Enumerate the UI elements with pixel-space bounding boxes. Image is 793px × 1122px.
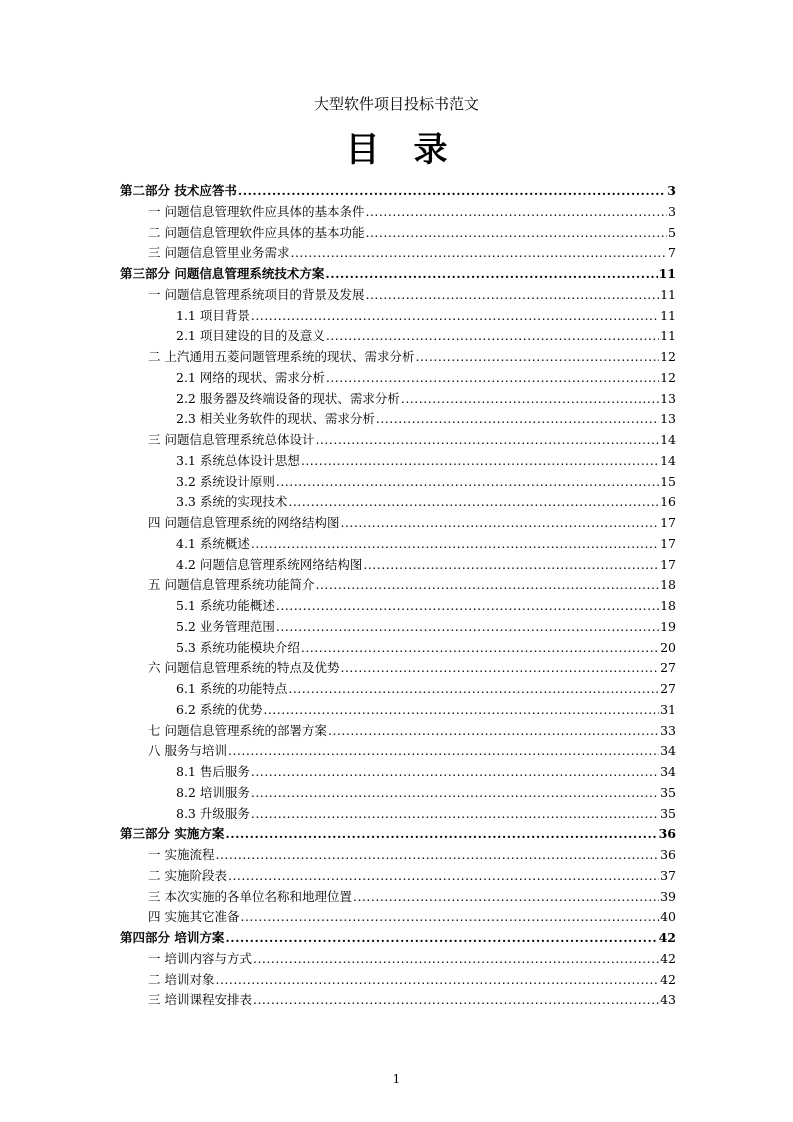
toc-entry-label: 一 实施流程 [148, 847, 215, 862]
toc-entry-page: 35 [660, 784, 676, 800]
toc-entry-label: 5.3 系统功能模块介绍 [176, 639, 300, 655]
toc-entry-page: 13 [660, 411, 676, 427]
document-title: 大型软件项目投标书范文 [313, 95, 479, 113]
toc-entry-page: 3 [667, 183, 676, 198]
toc-entry-label: 第二部分 技术应答书 [120, 183, 237, 198]
toc-entry-page: 20 [660, 639, 676, 655]
toc-dot-leader [288, 679, 659, 700]
toc-entry-page: 7 [668, 245, 676, 261]
toc-entry-label: 三 本次实施的各单位名称和地理位置 [148, 888, 352, 904]
toc-dot-leader [228, 741, 659, 762]
toc-entry[interactable] [120, 409, 676, 430]
toc-dot-leader [276, 472, 659, 493]
toc-entry-page: 27 [660, 660, 676, 676]
toc-entry-page: 18 [660, 577, 676, 593]
toc-entry-label: 第四部分 培训方案 [120, 930, 225, 945]
toc-entry-page: 5 [668, 224, 676, 240]
toc-entry-page: 12 [660, 349, 676, 364]
toc-entry-page: 40 [660, 909, 676, 925]
page-number: 1 [392, 1072, 401, 1086]
toc-entry[interactable] [120, 534, 676, 555]
toc-entry[interactable] [120, 555, 676, 576]
toc-entry-page: 12 [660, 369, 676, 385]
toc-entry-label: 8.3 升级服务 [176, 805, 250, 821]
toc-dot-leader [215, 845, 659, 866]
toc-dot-leader [251, 306, 659, 327]
toc-entry-label: 二 培训对象 [148, 971, 215, 987]
toc-entry-page: 17 [660, 535, 676, 551]
toc-dot-leader [301, 451, 659, 472]
toc-dot-leader [225, 824, 657, 845]
toc-entry[interactable] [120, 990, 676, 1011]
toc-entry-page: 19 [660, 618, 676, 634]
toc-entry-label: 七 问题信息管理系统的部署方案 [148, 722, 327, 738]
toc-entry-label: 8.2 培训服务 [176, 784, 250, 800]
toc-entry-page: 35 [660, 805, 676, 821]
toc-entry[interactable] [120, 700, 676, 721]
toc-entry-label: 2.3 相关业务软件的现状、需求分析 [176, 411, 375, 427]
toc-entry-label: 一 培训内容与方式 [148, 950, 252, 966]
toc-entry[interactable] [120, 181, 676, 202]
toc-entry-page: 14 [660, 452, 676, 468]
toc-dot-leader [225, 928, 657, 949]
toc-dot-leader [326, 368, 659, 389]
toc-entry-page: 14 [660, 432, 676, 447]
toc-entry[interactable] [120, 804, 676, 825]
toc-entry-page: 15 [660, 473, 676, 489]
table-of-contents [120, 181, 676, 1011]
toc-entry[interactable] [120, 202, 676, 223]
toc-heading: 目录 [345, 130, 482, 170]
toc-entry-page: 11 [660, 328, 676, 344]
toc-dot-leader [276, 596, 659, 617]
toc-entry-page: 11 [660, 286, 676, 302]
toc-entry-label: 六 问题信息管理系统的特点及优势 [148, 660, 340, 676]
toc-entry-label: 三 问题信息管理系统总体设计 [148, 432, 315, 447]
toc-entry[interactable] [120, 430, 676, 451]
toc-entry-label: 4.2 问题信息管理系统网络结构图 [176, 556, 363, 572]
toc-entry-page: 42 [660, 950, 676, 966]
toc-entry-page: 11 [658, 266, 676, 281]
toc-entry-label: 5.2 业务管理范围 [176, 618, 275, 634]
toc-entry-page: 17 [660, 556, 676, 572]
toc-entry-label: 一 问题信息管理系统项目的背景及发展 [148, 286, 365, 302]
toc-entry-page: 16 [660, 494, 676, 510]
toc-entry[interactable] [120, 970, 676, 991]
toc-entry-label: 4.1 系统概述 [176, 535, 250, 551]
toc-entry[interactable] [120, 887, 676, 908]
toc-dot-leader [325, 264, 657, 285]
toc-entry[interactable] [120, 513, 676, 534]
toc-entry-label: 1.1 项目背景 [176, 307, 250, 323]
toc-entry[interactable] [120, 389, 676, 410]
toc-dot-leader [326, 326, 659, 347]
toc-entry[interactable] [120, 824, 676, 845]
toc-entry[interactable] [120, 658, 676, 679]
toc-dot-leader [365, 285, 659, 306]
toc-entry[interactable] [120, 845, 676, 866]
toc-dot-leader [353, 887, 659, 908]
toc-entry-label: 二 上汽通用五菱问题管理系统的现状、需求分析 [148, 349, 415, 364]
toc-dot-leader [365, 202, 667, 223]
toc-entry-page: 13 [660, 390, 676, 406]
toc-entry[interactable] [120, 492, 676, 513]
toc-dot-leader [340, 513, 659, 534]
toc-entry-page: 42 [658, 930, 676, 945]
toc-entry-page: 34 [660, 764, 676, 779]
toc-dot-leader [251, 804, 659, 825]
toc-dot-leader [315, 430, 659, 451]
toc-entry[interactable] [120, 243, 676, 264]
toc-entry-page: 37 [660, 867, 676, 883]
toc-dot-leader [415, 347, 659, 368]
toc-entry[interactable] [120, 285, 676, 306]
toc-entry-label: 5.1 系统功能概述 [176, 598, 275, 613]
toc-entry-label: 3.2 系统设计原则 [176, 473, 275, 489]
toc-entry-label: 8.1 售后服务 [176, 764, 250, 779]
toc-entry[interactable] [120, 264, 676, 285]
toc-dot-leader [215, 970, 659, 991]
toc-entry-page: 18 [660, 598, 676, 613]
toc-dot-leader [253, 990, 659, 1011]
toc-entry[interactable] [120, 721, 676, 742]
toc-entry-label: 三 问题信息管里业务需求 [148, 245, 290, 261]
toc-entry-page: 43 [660, 992, 676, 1008]
toc-entry-page: 36 [660, 847, 676, 862]
toc-dot-leader [251, 534, 659, 555]
toc-dot-leader [401, 389, 659, 410]
toc-entry-page: 17 [660, 515, 676, 530]
toc-dot-leader [240, 907, 659, 928]
toc-dot-leader [228, 866, 659, 887]
toc-dot-leader [328, 721, 659, 742]
toc-entry-label: 三 培训课程安排表 [148, 992, 252, 1008]
toc-dot-leader [363, 555, 659, 576]
toc-entry-page: 33 [660, 722, 676, 738]
toc-dot-leader [253, 949, 659, 970]
toc-entry-label: 2.1 项目建设的目的及意义 [176, 328, 325, 344]
toc-entry-label: 八 服务与培训 [148, 743, 227, 759]
toc-entry[interactable] [120, 762, 676, 783]
toc-dot-leader [365, 223, 667, 244]
toc-entry[interactable] [120, 907, 676, 928]
toc-entry[interactable] [120, 326, 676, 347]
toc-dot-leader [301, 638, 659, 659]
toc-dot-leader [340, 658, 659, 679]
toc-entry[interactable] [120, 617, 676, 638]
toc-entry[interactable] [120, 306, 676, 327]
toc-dot-leader [251, 783, 659, 804]
toc-entry[interactable] [120, 223, 676, 244]
toc-entry-label: 第三部分 问题信息管理系统技术方案 [120, 266, 325, 281]
toc-entry-label: 6.1 系统的功能特点 [176, 681, 288, 696]
toc-entry-page: 36 [658, 826, 676, 842]
toc-entry[interactable] [120, 451, 676, 472]
toc-entry-label: 二 实施阶段表 [148, 867, 227, 883]
toc-entry-page: 39 [660, 888, 676, 904]
toc-entry-page: 27 [660, 681, 676, 696]
toc-entry-label: 6.2 系统的优势 [176, 701, 263, 717]
toc-entry-label: 第三部分 实施方案 [120, 826, 225, 842]
toc-entry-label: 3.1 系统总体设计思想 [176, 452, 300, 468]
toc-entry-page: 34 [660, 743, 676, 759]
toc-dot-leader [288, 492, 659, 513]
toc-entry-label: 2.2 服务器及终端设备的现状、需求分析 [176, 390, 400, 406]
toc-entry-page: 42 [660, 971, 676, 987]
toc-entry[interactable] [120, 866, 676, 887]
toc-entry-label: 3.3 系统的实现技术 [176, 494, 288, 510]
toc-entry-label: 四 实施其它准备 [148, 909, 240, 925]
toc-entry[interactable] [120, 575, 676, 596]
toc-entry[interactable] [120, 679, 676, 700]
toc-entry-label: 一 问题信息管理软件应具体的基本条件 [148, 203, 365, 219]
toc-entry[interactable] [120, 783, 676, 804]
toc-entry[interactable] [120, 638, 676, 659]
toc-entry[interactable] [120, 368, 676, 389]
toc-entry-page: 11 [660, 307, 676, 323]
toc-entry-label: 四 问题信息管理系统的网络结构图 [148, 515, 340, 530]
toc-dot-leader [238, 181, 666, 202]
toc-dot-leader [290, 243, 667, 264]
toc-entry[interactable] [120, 949, 676, 970]
toc-dot-leader [251, 762, 659, 783]
toc-dot-leader [315, 575, 659, 596]
toc-dot-leader [276, 617, 659, 638]
toc-entry[interactable] [120, 347, 676, 368]
toc-entry-page: 31 [660, 701, 676, 717]
toc-entry[interactable] [120, 928, 676, 949]
toc-entry-label: 2.1 网络的现状、需求分析 [176, 369, 325, 385]
toc-entry[interactable] [120, 596, 676, 617]
toc-entry[interactable] [120, 741, 676, 762]
toc-dot-leader [376, 409, 659, 430]
toc-entry-label: 二 问题信息管理软件应具体的基本功能 [148, 224, 365, 240]
toc-entry[interactable] [120, 472, 676, 493]
toc-entry-label: 五 问题信息管理系统功能简介 [148, 577, 315, 593]
toc-dot-leader [263, 700, 659, 721]
toc-entry-page: 3 [668, 203, 676, 219]
